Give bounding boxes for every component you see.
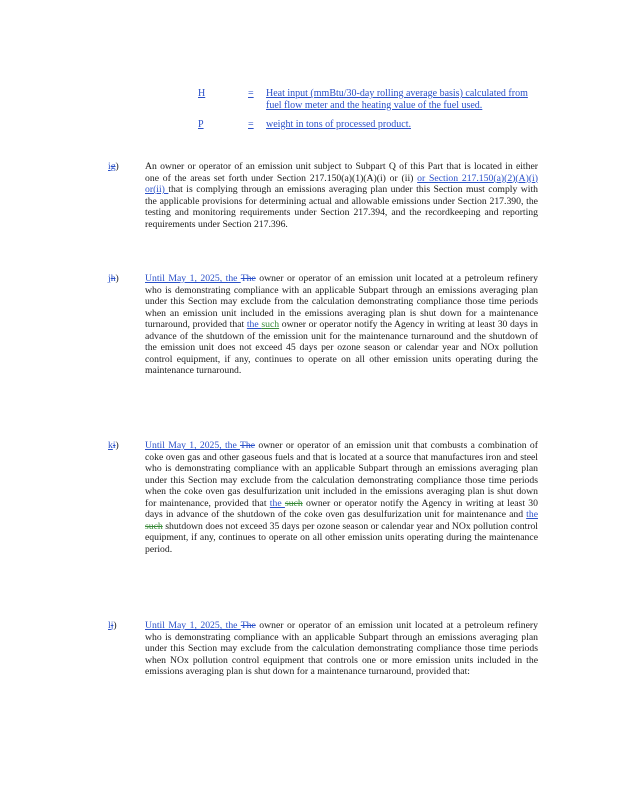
paragraph-i <box>108 161 538 230</box>
paragraph-body: Until May 1, 2025, the The owner or operator of an emission unit located at a petroleum refinery who is demonstrating compliance with an applicable Subpart through an emissions averaging plan under this Section may exclude from the calculation demonstrating compliance those time periods when an emission unit included in the emissions averaging plan is shut down for a maintenance turnaround, provided that the such owner or operator notify the Agency in writing at least 30 days in advance of the shutdown of the emission unit for the maintenance turnaround and the shutdown of the emission unit does not exceed 45 days per ozone season or calendar year and NOx pollution control equipment, if any, continues to operate on all other emission units operating during the maintenance turnaround. <box>145 273 538 376</box>
paragraph-label: ig) <box>108 161 119 172</box>
paragraph-body: Until May 1, 2025, the The owner or operator of an emission unit located at a petroleum refinery who is demonstrating compliance with an applicable Subpart through an emissions averaging plan under this Section may exclude from the calculation demonstrating compliance those time periods when NOx pollution control equipment that controls one or more emission units included in the emissions averaging plan is shut down for a maintenance turnaround, provided that: <box>145 620 538 677</box>
definitions-block <box>198 88 543 139</box>
definition-text: Heat input (mmBtu/30-day rolling average basis) calculated from fuel flow meter and the heating value of the fuel used. <box>266 88 528 111</box>
paragraph-j <box>108 273 538 377</box>
paragraph-k <box>108 440 538 555</box>
definition-h <box>198 88 543 111</box>
definition-p <box>198 119 543 131</box>
definition-variable: H <box>198 88 206 99</box>
paragraph-label: ki) <box>108 440 119 451</box>
definition-equals: = <box>248 88 254 99</box>
definition-variable: P <box>198 119 204 130</box>
paragraph-body: An owner or operator of an emission unit subject to Subpart Q of this Part that is located in either one of the areas set forth under Section 217.150(a)(1)(A)(i) or (ii) or Section 217.150(a)(2)(A)(i) or(ii) that is complying through an emissions averaging plan under this Section must comply with the applicable provisions for determining actual and allowable emissions under Section 217.390, the testing and monitoring requirements under Section 217.394, and the recordkeeping and reporting requirements under Section 217.396. <box>145 161 538 230</box>
paragraph-l <box>108 620 538 678</box>
paragraph-body: Until May 1, 2025, the The owner or operator of an emission unit that combusts a combination of coke oven gas and other gaseous fuels and that is located at a source that manufactures iron and steel who is demonstrating compliance with an applicable Subpart through an emissions averaging plan under this Section may exclude from the calculation demonstrating compliance those time periods when the coke oven gas desulfurization unit included in the emissions averaging plan is shut down for maintenance, provided that the such owner or operator notify the Agency in writing at least 30 days in advance of the shutdown of the coke oven gas desulfurization unit for maintenance and the such shutdown does not exceed 35 days per ozone season or calendar year and NOx pollution control equipment, if any, continues to operate on all other emission units operating during the maintenance period. <box>145 440 538 555</box>
paragraph-label: jh) <box>108 273 119 284</box>
definition-equals: = <box>248 119 254 130</box>
paragraph-label: lj) <box>108 620 117 631</box>
definition-text: weight in tons of processed product. <box>266 119 411 130</box>
